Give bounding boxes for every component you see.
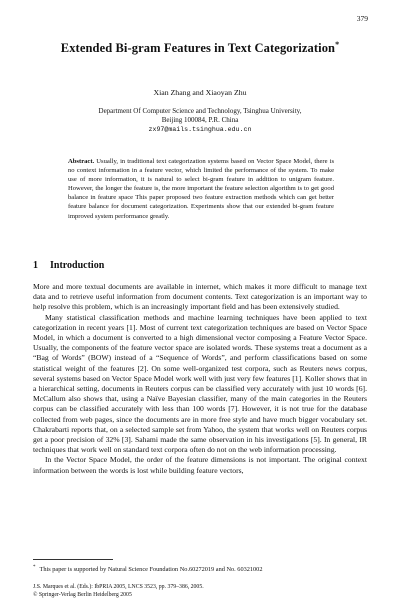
citation-line-2: © Springer-Verlag Berlin Heidelberg 2005 [33,591,132,598]
section-heading [33,260,104,271]
abstract-text: Usually, in traditional text categorization systems based on Vector Space Model, there is no context information in a feature vector, which limited the performance of the system. To make use of more information, it is natural to select bi-gram feature in addition to unigram feature. However, the longer the feature is, the more important the feature selection algorithm is to get good balance in feature space This paper proposed two feature extraction methods which can get better feature balance for document categorization. Experiments show that our extended bi-gram feature improved system performance greatly. [68,158,335,220]
section-title: Introduction [50,260,105,271]
footnote [33,565,367,573]
authors: Xian Zhang and Xiaoyan Zhu [153,88,247,97]
footnote-mark: * [33,565,36,570]
page-number: 379 [356,14,368,23]
abstract-label: Abstract. [68,158,95,165]
section-number: 1 [33,260,38,271]
footnote-divider [33,559,113,560]
title-footnote-mark: * [335,40,340,49]
paper-title [0,40,400,56]
paragraph: Many statistical classification methods and machine learning techniques have been applied to text categorization in recent years [1]. Most of current text categorization techniques are based on Vector Space Model, in which a document is converted to a high dimensional vector composing a Feature Vector Space. Usually, the components of the feature vector space are isolated words. These systems treat a document as a “Bag of Words” (BOW) instead of a “Sequence of Words”, and perform classifications based on some statistical weight of the features [2]. On some well-organized test corpora, such as Reuters news corpus, several systems based on Vector Space Model work well with just very few features [1]. Koller shows that in a hierarchical setting, documents in Reuters corpus can be classified very accurately with just 10 words [6]. McCallum also shows that, using a Naïve Bayesian classifier, many of the main categories in the Reuters corpus can be classified accurately with less than 100 words [7]. However, it is not true for the database collected from web pages, since the documents are in more free style and have much bigger vocabulary set. Chakrabarti reports that, on a selected sample set from Yahoo, the system that works well on Reuters corpus get a poor precision of 32% [3]. Sahami made the same observation in his investigations [5]. In general, IR techniques that work well on standard text corpora often do not on the web information processing. [33,312,367,455]
abstract [68,157,334,221]
affiliation-line-1: Department Of Computer Science and Technology, Tsinghua University, [98,107,302,115]
body-text [33,282,367,476]
title-text: Extended Bi-gram Features in Text Categorization [60,41,336,56]
paragraph: More and more textual documents are available in internet, which makes it more difficult to manage text data and to retrieve useful information from document contents. Text categorization is an important way to help resolve this problem, which is an increasingly important field and has been extensively studied. [33,282,367,312]
footnote-text: This paper is supported by Natural Science Foundation No.60272019 and No. 60321002 [39,566,263,574]
affiliation [0,107,400,135]
affiliation-line-2: Beijing 100084, P.R. China [161,116,239,125]
author-email: zx97@mails.tsinghua.edu.cn [148,126,252,134]
citation-line-1: J.S. Marques et al. (Eds.): IbPRIA 2005, LNCS 3523, pp. 379–386, 2005. [33,584,204,590]
paragraph: In the Vector Space Model, the order of the feature dimensions is not important. The original context information between the words is lost while building feature vectors, [33,455,367,475]
citation [33,584,204,599]
